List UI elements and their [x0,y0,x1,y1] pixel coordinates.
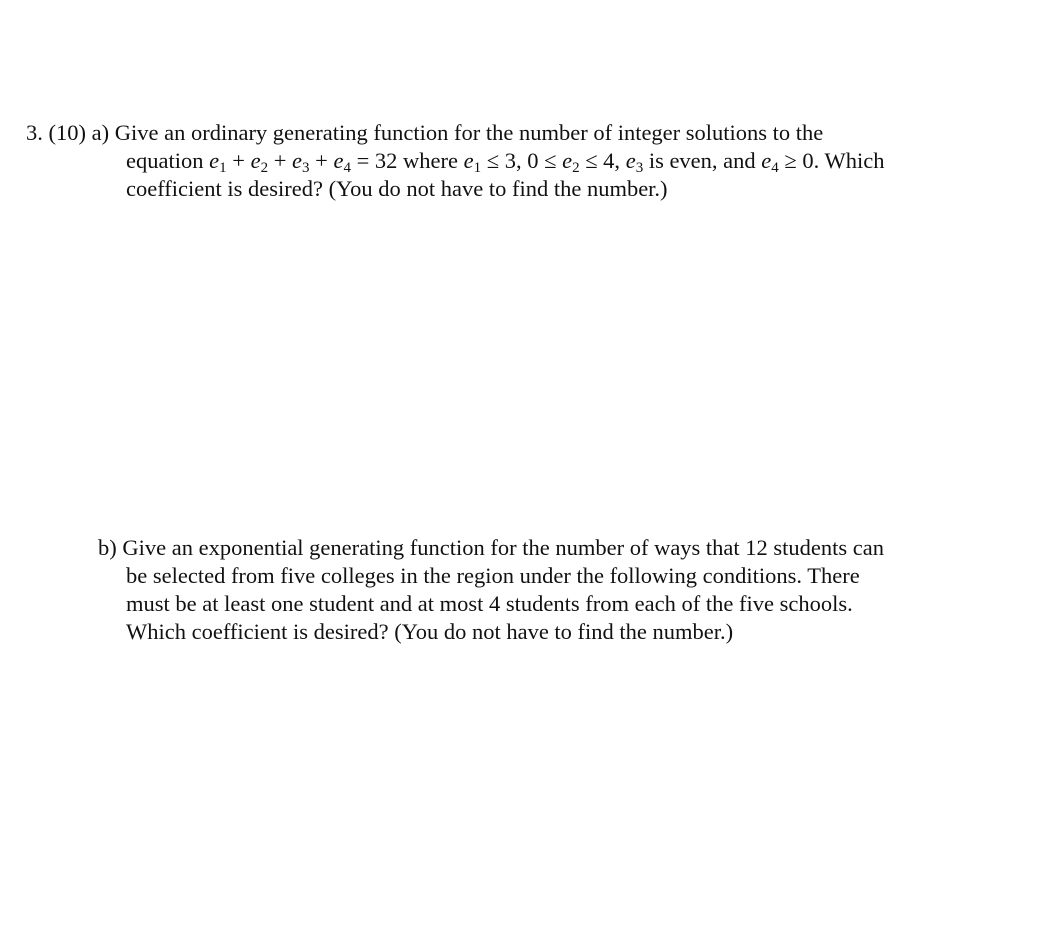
sub-4: 4 [343,160,351,176]
question-3b-line-3: must be at least one student and at most 4 students from each of the five schools. [126,591,853,616]
part-label-b: b) [98,535,117,560]
part-label-a: a) [91,120,110,145]
var-e4: e [333,148,344,173]
question-3b-text-1: Give an exponential generating function for the number of ways that 12 students can [122,535,885,560]
condition-3: is even, and [648,148,756,173]
question-3b-line-2: be selected from five colleges in the region under the following conditions. There [126,563,860,588]
question-3b-line-4: Which coefficient is desired? (You do not have to find the number.) [126,619,734,644]
question-number: 3. (10) [26,120,86,145]
question-3a-line-3: coefficient is desired? (You do not have to find the number.) [126,176,668,201]
condition-1: ≤ 3, 0 ≤ [486,148,557,173]
var-e1: e [209,148,220,173]
sub-2: 2 [260,160,269,176]
question-3a-line-2: equation $e_1 + e_2 + e_3 + e_4 = 32$ where $e_1 \le 3$, $0 \le e_2 \le 4$, $e_3$ is even, and $e_4 \ge 0$. Which [126,148,885,176]
question-3b [98,534,884,646]
condition-4: ≥ 0. Which [784,148,885,173]
equals-text: = 32 where [356,148,458,173]
question-3a [26,119,884,203]
question-3b-line-1 [98,534,884,562]
question-3a-line-1 [26,119,884,147]
sub-1: 1 [219,160,227,176]
condition-2: ≤ 4, [585,148,621,173]
equation-word: equation [126,148,204,173]
question-3a-text-1: Give an ordinary generating function for the number of integer solutions to the [114,120,824,145]
sub-3: 3 [302,160,310,176]
var-e2: e [250,148,261,173]
var-e3: e [292,148,303,173]
